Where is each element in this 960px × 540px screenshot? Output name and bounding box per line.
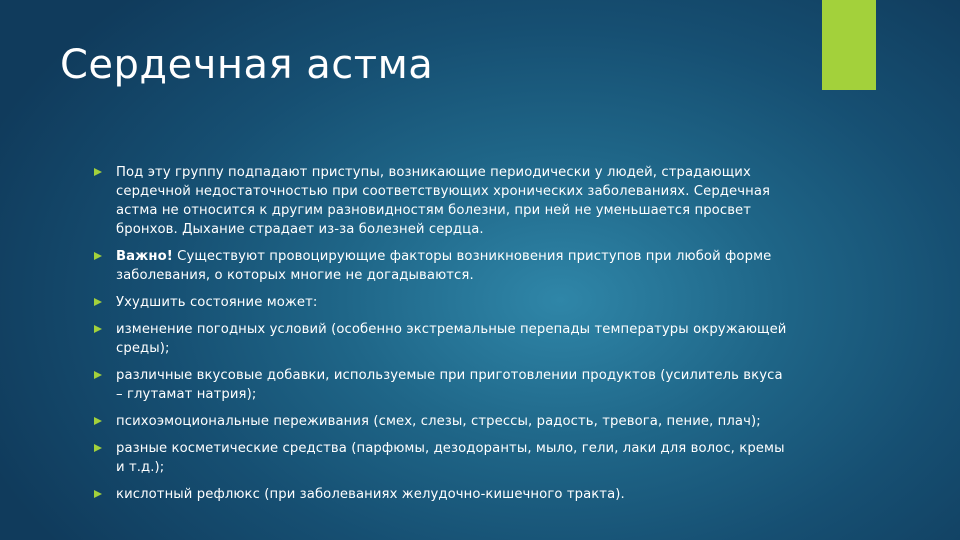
triangle-right-icon	[94, 371, 102, 379]
slide-title: Сердечная астма	[60, 42, 434, 88]
bullet-item	[92, 412, 792, 431]
bullet-emphasis: Важно!	[116, 249, 173, 264]
bullet-text: психоэмоциональные переживания (смех, слезы, стрессы, радость, тревога, пение, плач);	[116, 414, 761, 429]
bullet-list	[92, 163, 792, 512]
bullet-text: Ухудшить состояние может:	[116, 295, 318, 310]
triangle-right-icon	[94, 298, 102, 306]
bullet-text: изменение погодных условий (особенно экстремальные перепады температуры окружающей среды);	[116, 322, 787, 356]
bullet-item	[92, 366, 792, 404]
bullet-item	[92, 485, 792, 504]
triangle-right-icon	[94, 252, 102, 260]
bullet-item	[92, 163, 792, 239]
triangle-right-icon	[94, 168, 102, 176]
triangle-right-icon	[94, 417, 102, 425]
bullet-text: кислотный рефлюкс (при заболеваниях желудочно-кишечного тракта).	[116, 487, 625, 502]
bullet-text: разные косметические средства (парфюмы, дезодоранты, мыло, гели, лаки для волос, кремы и т.д.);	[116, 441, 785, 475]
triangle-right-icon	[94, 444, 102, 452]
bullet-item	[92, 320, 792, 358]
bullet-item	[92, 247, 792, 285]
bullet-text: различные вкусовые добавки, используемые при приготовлении продуктов (усилитель вкуса – глутамат натрия);	[116, 368, 783, 402]
bullet-item	[92, 439, 792, 477]
bullet-item	[92, 293, 792, 312]
bullet-text: Под эту группу подпадают приступы, возникающие периодически у людей, страдающих сердечной недостаточностью при соответствующих хронических заболеваниях. Сердечная астма не относится к другим разновидностям болезни, при ней не уменьшается просвет бронхов. Дыхание страдает из-за болезней сердца.	[116, 165, 771, 237]
triangle-right-icon	[94, 325, 102, 333]
triangle-right-icon	[94, 490, 102, 498]
bullet-text: Существуют провоцирующие факторы возникновения приступов при любой форме заболевания, о которых многие не догадываются.	[116, 249, 772, 283]
accent-bar	[822, 0, 876, 90]
